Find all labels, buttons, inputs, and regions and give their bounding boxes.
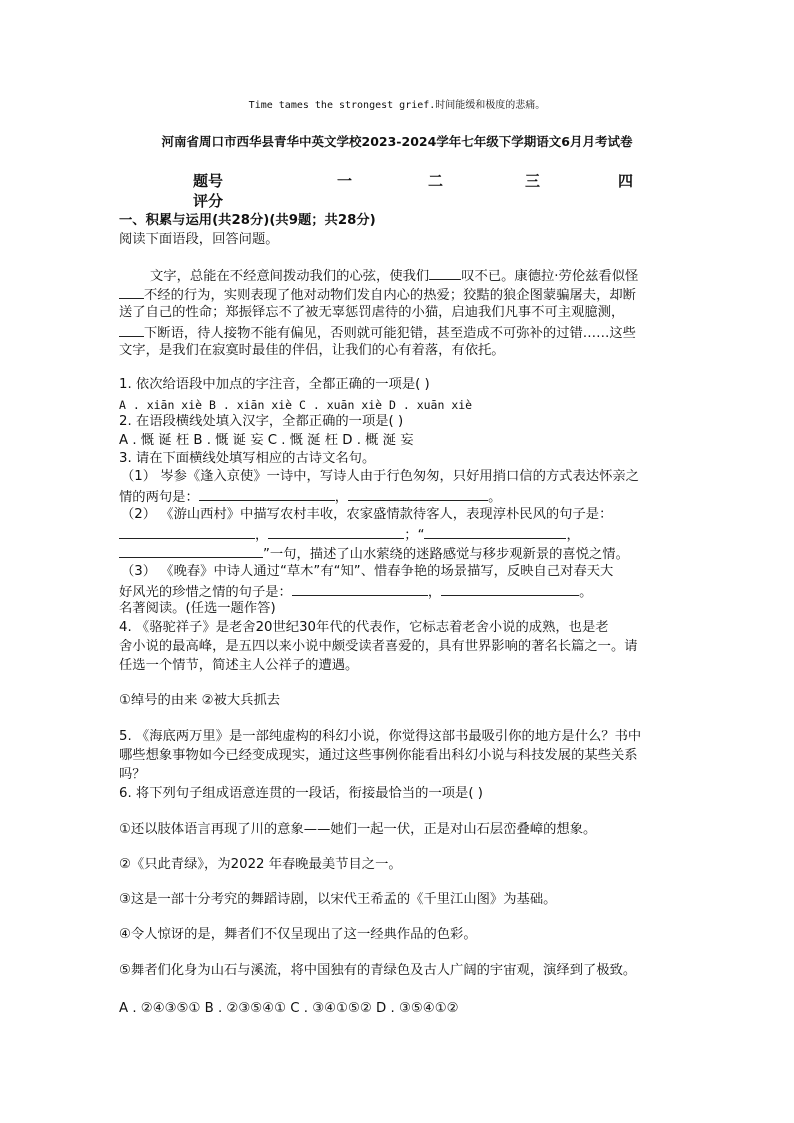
sentence-5: ⑤舞者们化身为山石与溪流，将中国独有的青绿色及古人广阔的宇宙观，演绎到了极致。 <box>119 963 637 978</box>
question-6-options: A . ②④③⑤① B . ②③⑤④① C . ③④①⑤② D . ③⑤④①② <box>119 1001 459 1016</box>
answer-blank[interactable] <box>424 525 566 539</box>
passage-text: 不经的行为，实则表现了他对动物们发自内心的热爱；狡黠的狼企图蒙骗屠夫，却断 <box>144 288 636 303</box>
fill-blank[interactable] <box>119 323 144 337</box>
passage-text: 文字，总能在不经意间拨动我们的心弦，使我们 <box>150 269 430 284</box>
question-3-stem: 3. 请在下面横线处填写相应的古诗文名句。 <box>119 451 376 466</box>
score-col-3: 三 <box>525 172 541 190</box>
question-2-options: A . 慨 诞 枉 B . 慨 诞 妄 C . 慨 涎 枉 D . 概 涎 妄 <box>119 433 414 448</box>
answer-blank[interactable] <box>119 525 255 539</box>
question-3-3-line-b: 好风光的珍惜之情的句子是： ， 。 <box>119 582 592 602</box>
passage-text: 叹不已。康德拉·劳伦兹看似怪 <box>461 269 639 284</box>
score-col-4: 四 <box>618 172 634 190</box>
answer-blank[interactable] <box>441 582 579 596</box>
fill-blank[interactable] <box>119 285 144 299</box>
answer-blank[interactable] <box>119 544 263 558</box>
question-5-line-a: 5. 《海底两万里》是一部纯虚构的科幻小说，你觉得这部书最吸引你的地方是什么？书中 <box>119 729 642 744</box>
question-4-line-b: 舍小说的最高峰，是五四以来小说中颇受读者喜爱的，具有世界影响的著名长篇之一。请 <box>119 639 638 654</box>
passage-line-4 <box>119 323 636 343</box>
sentence-2: ②《只此青绿》，为2022 年春晚最美节目之一。 <box>119 857 402 872</box>
section-1-instruction: 阅读下面语段，回答问题。 <box>119 232 279 247</box>
score-col-1: 一 <box>337 172 353 190</box>
question-5-line-c: 吗？ <box>119 767 146 782</box>
question-text: 情的两句是： <box>119 490 199 505</box>
sentence-3: ③这是一部十分考究的舞蹈诗剧，以宋代王希孟的《千里江山图》为基础。 <box>119 892 557 907</box>
answer-blank[interactable] <box>348 487 488 501</box>
question-3-1-line-a: （1） 岑参《逢入京使》一诗中，写诗人由于行色匆匆，只好用捎口信的方式表达怀亲之 <box>121 469 639 484</box>
answer-blank[interactable] <box>268 525 404 539</box>
question-3-3-line-a: （3） 《晚春》中诗人通过“草木”有“知”、惜春争艳的场景描写，反映自己对春天大 <box>121 564 614 579</box>
score-table-label: 题号 <box>193 172 224 190</box>
section-1-heading: 一、积累与运用(共28分)(共9题；共28分) <box>119 213 376 228</box>
sentence-4: ④令人惊讶的是，舞者们不仅呈现出了这一经典作品的色彩。 <box>119 927 477 942</box>
passage-line-1 <box>150 266 638 286</box>
sentence-1: ①还以肢体语言再现了川的意象——她们一起一伏，正是对山石层峦叠嶂的想象。 <box>119 822 597 837</box>
exam-title: 河南省周口市西华县青华中英文学校2023-2024学年七年级下学期语文6月月考试卷 <box>161 134 633 149</box>
answer-blank[interactable] <box>292 582 428 596</box>
question-1-options: A . xiān xiè B . xiān xiè C . xuān xiè D . xuān xiè <box>119 398 473 412</box>
question-5-line-b: 哪些想象事物如今已经变成现实，通过这些事例你能看出科幻小说与科技发展的某些关系 <box>119 748 638 763</box>
question-3-2-line-c <box>119 544 629 564</box>
passage-line-2 <box>119 285 636 305</box>
question-text: 好风光的珍惜之情的句子是： <box>119 585 292 600</box>
score-row-label: 评分 <box>193 192 224 210</box>
reading-title: 名著阅读。(任选一题作答) <box>119 601 276 616</box>
question-4-options: ①绰号的由来 ②被大兵抓去 <box>119 693 281 708</box>
question-6-stem: 6. 将下列句子组成语意连贯的一段话，衔接最恰当的一项是( ) <box>119 786 483 801</box>
question-1-stem: 1. 依次给语段中加点的字注音，全都正确的一项是( ) <box>119 377 430 392</box>
passage-text: 下断语，待人接物不能有偏见，否则就可能犯错，甚至造成不可弥补的过错……这些 <box>144 326 636 341</box>
fill-blank[interactable] <box>429 266 461 280</box>
question-2-stem: 2. 在语段横线处填入汉字，全都正确的一项是( ) <box>119 414 404 429</box>
passage-line-5: 文字，是我们在寂寞时最佳的伴侣，让我们的心有着落，有依托。 <box>119 343 505 358</box>
question-3-2-line-b: ， ；“ ， <box>119 525 580 545</box>
answer-blank[interactable] <box>199 487 335 501</box>
question-4-line-c: 任选一个情节，简述主人公祥子的遭遇。 <box>119 658 359 673</box>
header-motto: Time tames the strongest grief.时间能缓和极度的悲痛。 <box>248 100 546 111</box>
question-text: ”一句，描述了山水萦绕的迷路感觉与移步观新景的喜悦之情。 <box>263 547 629 562</box>
score-col-2: 二 <box>428 172 444 190</box>
question-3-2-line-a: （2） 《游山西村》中描写农村丰收，农家盛情款待客人，表现淳朴民风的句子是： <box>121 507 613 522</box>
question-3-1-line-b: 情的两句是： ， 。 <box>119 487 501 507</box>
passage-line-3: 送了自己的性命；郑振铎忘不了被无辜惩罚虐待的小猫，启迪我们凡事不可主观臆测， <box>119 305 625 320</box>
question-4-line-a: 4. 《骆驼祥子》是老舍20世纪30年代的代表作，它标志着老舍小说的成熟，也是老 <box>119 620 609 635</box>
question-text: ；“ <box>404 528 425 543</box>
